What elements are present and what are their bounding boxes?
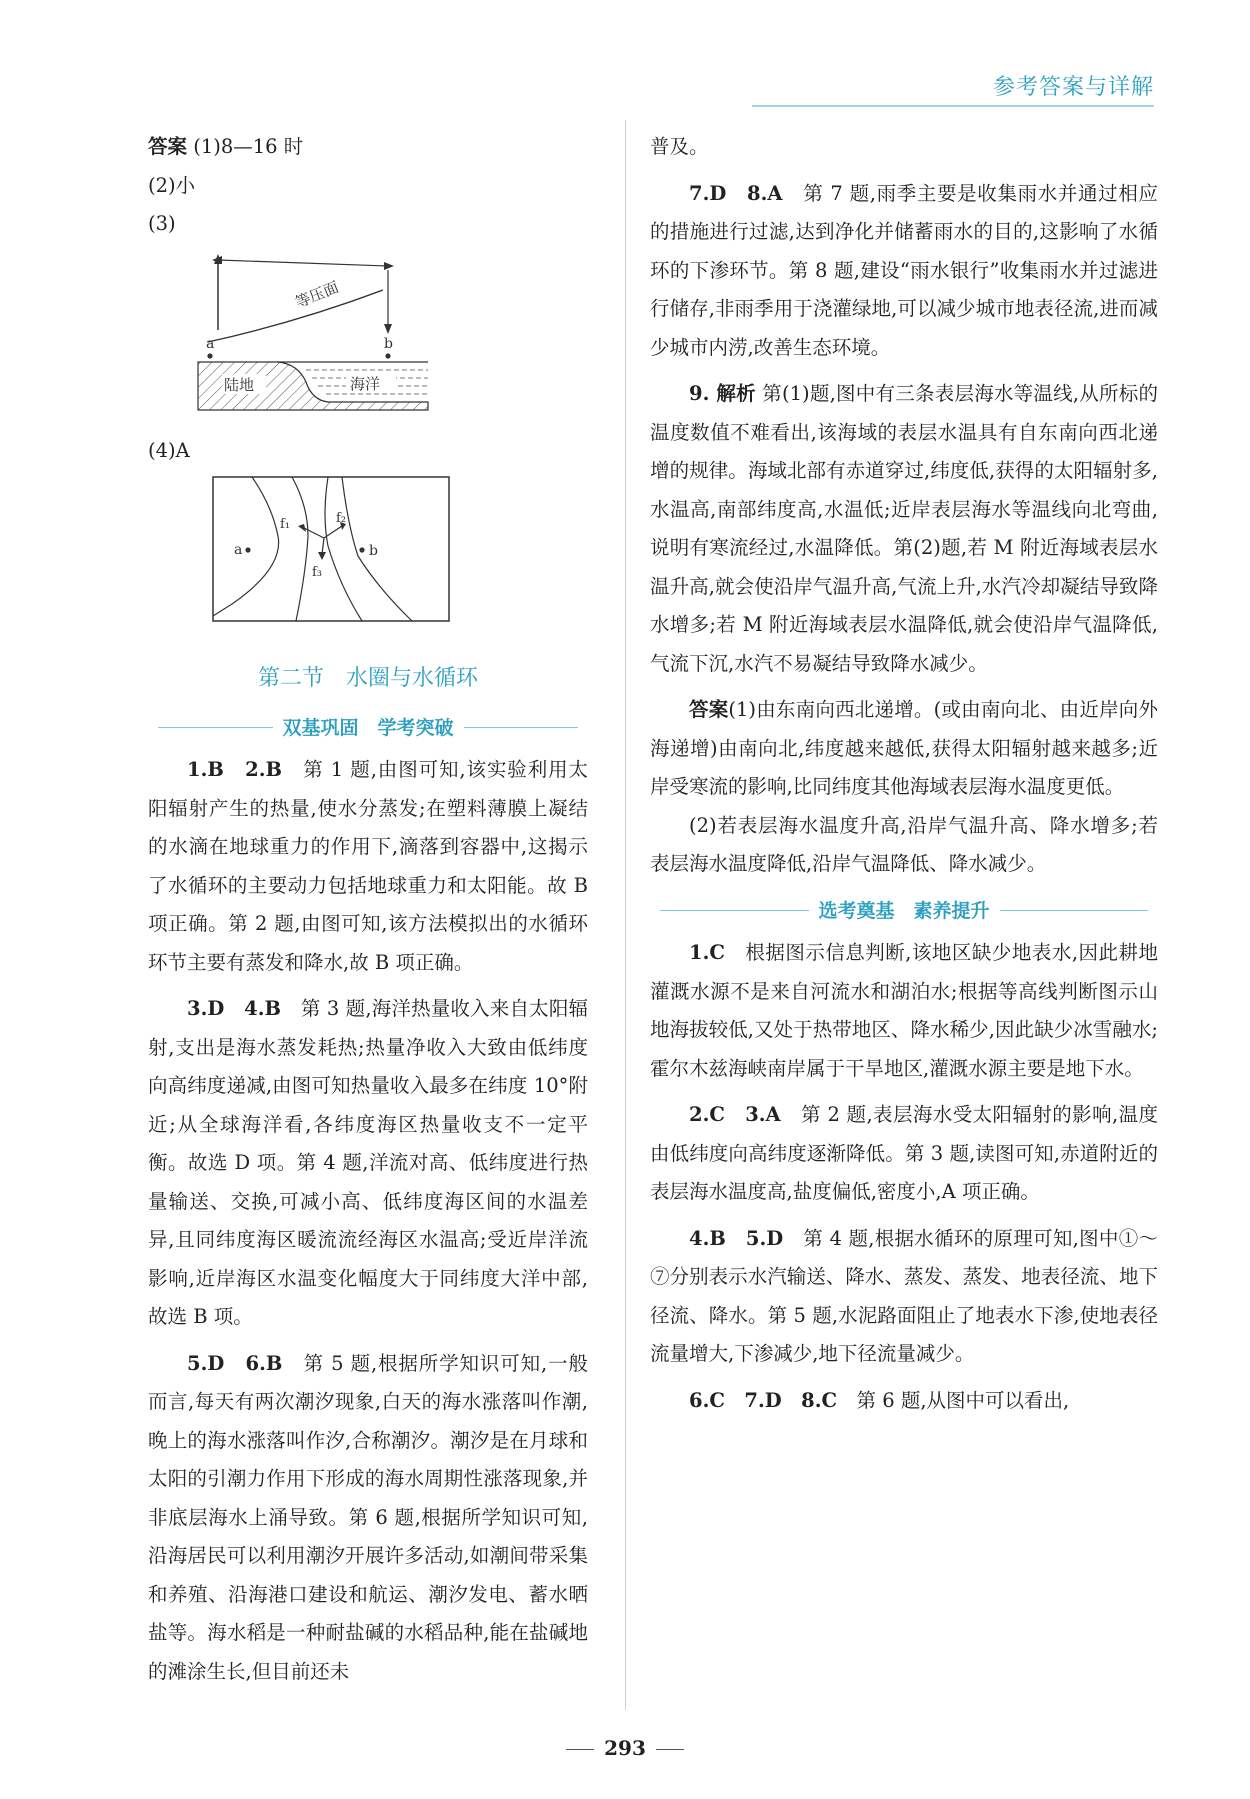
answer-numbers: 1.C	[689, 941, 725, 964]
ocean-current-figure	[212, 476, 452, 626]
answer-numbers: 7.D 8.A	[689, 181, 783, 205]
paragraph-q9-answer	[650, 691, 1158, 807]
answer-numbers: 2.C 3.A	[689, 1103, 781, 1126]
paragraph-q7-8	[650, 175, 1158, 368]
section-title: 第二节 水圈与水循环	[257, 666, 478, 691]
ocean-label: 海洋	[350, 374, 381, 393]
paragraph-text: 第 7 题,雨季主要是收集雨水并通过相应的措施进行过滤,达到净化并储蓄雨水的目的,这影响了水循环的下渗环节。第 8 题,建设“雨水银行”收集雨水并过滤进行储存,非雨季用于浇灌绿地,可以减少城市地表径流,进而减少城市内涝,改善生态环境。	[650, 181, 1158, 359]
paragraph-text: (1)由东南向西北递增。(或由南向北、由近岸向外海递增)由南向北,纬度越来越低,获得太阳辐射越来越多;近岸受寒流的影响,比同纬度其他海域表层海水温度更低。	[650, 698, 1158, 798]
answer-numbers: 3.D 4.B	[187, 997, 281, 1020]
answer-label: 答案	[689, 698, 729, 721]
paragraph-continued: 普及。	[650, 135, 709, 158]
header-title: 参考答案与详解	[992, 75, 1154, 100]
answer-4: (4)A	[148, 438, 190, 462]
answer-numbers: 6.C 7.D 8.C	[689, 1388, 838, 1412]
answer-2: (2)小	[148, 173, 196, 197]
answer-label: 答案	[148, 135, 188, 158]
header-rule	[752, 105, 1154, 107]
force-f3-label: f₃	[312, 565, 323, 580]
sub-title-basic-text: 双基巩固 学考突破	[282, 716, 454, 739]
paragraph-q1-2	[148, 751, 588, 982]
point-a-label-2: a	[234, 542, 243, 558]
point-b-label: b	[384, 335, 393, 352]
paragraph-text: 第 1 题,由图可知,该实验利用太阳辐射产生的热量,使水分蒸发;在塑料薄膜上凝结的水滴在地球重力的作用下,滴落到容器中,这揭示了水循环的主要动力包括地球重力和太阳能。故 B 项正确。第 2 题,由图可知,该方法模拟出的水循环环节主要有蒸发和降水,故 B 项正确。	[148, 758, 588, 974]
paragraph-q9-analysis	[650, 375, 1158, 683]
paragraph-text: 第 2 题,表层海水受太阳辐射的影响,温度由低纬度向高纬度逐渐降低。第 3 题,读图可知,赤道附近的表层海水温度高,盐度偏低,密度小,A 项正确。	[650, 1103, 1158, 1203]
answer-numbers: 5.D 6.B	[187, 1351, 283, 1375]
paragraph-adv-q2-3	[650, 1096, 1158, 1212]
paragraph-adv-q1	[650, 934, 1158, 1088]
point-a-label: a	[206, 335, 215, 352]
answer-3: (3)	[148, 212, 176, 235]
paragraph-q9-answer-2: (2)若表层海水温度升高,沿岸气温升高、降水增多;若表层海水温度降低,沿岸气温降低、降水减少。	[650, 813, 1158, 875]
page-number: 293	[0, 1736, 1250, 1760]
sub-title-advanced	[650, 892, 1158, 931]
isobar-figure	[188, 250, 448, 420]
paragraph-text: 根据图示信息判断,该地区缺少地表水,因此耕地灌溉水源不是来自河流水和湖泊水;根据等高线判断图示山地海拔较低,又处于热带地区、降水稀少,因此缺少冰雪融水;霍尔木兹海峡南岸属于干旱地区,灌溉水源主要是地下水。	[650, 941, 1158, 1080]
sub-title-basic	[148, 709, 588, 748]
isobar-label: 等压面	[292, 277, 342, 312]
paragraph-adv-q4-5	[650, 1220, 1158, 1374]
answer-numbers: 1.B 2.B	[187, 758, 282, 781]
paragraph-text: 第 6 题,从图中可以看出,	[837, 1388, 1070, 1412]
paragraph-adv-q6-8	[650, 1382, 1158, 1421]
paragraph-q5-6	[148, 1345, 588, 1692]
answer-numbers: 4.B 5.D	[689, 1226, 784, 1250]
sub-title-advanced-text: 选考奠基 素养提升	[818, 899, 990, 922]
left-column	[148, 128, 588, 1691]
answer-1	[148, 128, 588, 167]
land-label: 陆地	[224, 375, 255, 394]
right-column	[650, 128, 1158, 1420]
point-b-label-2: b	[369, 543, 378, 559]
paragraph-text: 第 3 题,海洋热量收入来自太阳辐射,支出是海水蒸发耗热;热量净收入大致由低纬度向高纬度递减,由图可知热量收入最多在纬度 10°附近;从全球海洋看,各纬度海区热量收支不一定平衡。故选 D 项。第 4 题,洋流对高、低纬度进行热量输送、交换,可减小高、低纬度海区间的水温差异,且同纬度海区暖流流经海区水温高;受近岸洋流影响,近岸海区水温变化幅度大于同纬度大洋中部,故选 B 项。	[148, 997, 588, 1328]
answer-1-text: (1)8—16 时	[193, 135, 304, 158]
analysis-label: 9. 解析	[689, 382, 756, 405]
force-f2-label: f₂	[336, 511, 347, 526]
paragraph-text: 第(1)题,图中有三条表层海水等温线,从所标的温度数值不难看出,该海域的表层水温具有自东南向西北递增的规律。海域北部有赤道穿过,纬度低,获得的太阳辐射多,水温高,南部纬度高,水温低;近岸表层海水等温线向北弯曲,说明有寒流经过,水温降低。第(2)题,若 M 附近海域表层水温升高,就会使沿岸气温升高,气流上升,水汽冷却凝结导致降水增多;若 M 附近海域表层水温降低,就会使沿岸气温降低,气流下沉,水汽不易凝结导致降水减少。	[650, 382, 1158, 675]
column-divider	[625, 120, 626, 1710]
paragraph-text: 第 4 题,根据水循环的原理可知,图中①～⑦分别表示水汽输送、降水、蒸发、蒸发、地表径流、地下径流、降水。第 5 题,水泥路面阻止了地表水下渗,使地表径流量增大,下渗减少,地下径流量减少。	[650, 1226, 1158, 1365]
paragraph-q3-4	[148, 990, 588, 1337]
force-f1-label: f₁	[280, 517, 291, 532]
paragraph-text: 第 5 题,根据所学知识可知,一般而言,每天有两次潮汐现象,白天的海水涨落叫作潮,晚上的海水涨落叫作汐,合称潮汐。潮汐是在月球和太阳的引潮力作用下形成的海水周期性涨落现象,并非底层海水上涌导致。第 6 题,根据所学知识可知,沿海居民可以利用潮汐开展许多活动,如潮间带采集和养殖、沿海港口建设和航运、潮汐发电、蓄水晒盐等。海水稻是一种耐盐碱的水稻品种,能在盐碱地的滩涂生长,但目前还未	[148, 1351, 589, 1683]
